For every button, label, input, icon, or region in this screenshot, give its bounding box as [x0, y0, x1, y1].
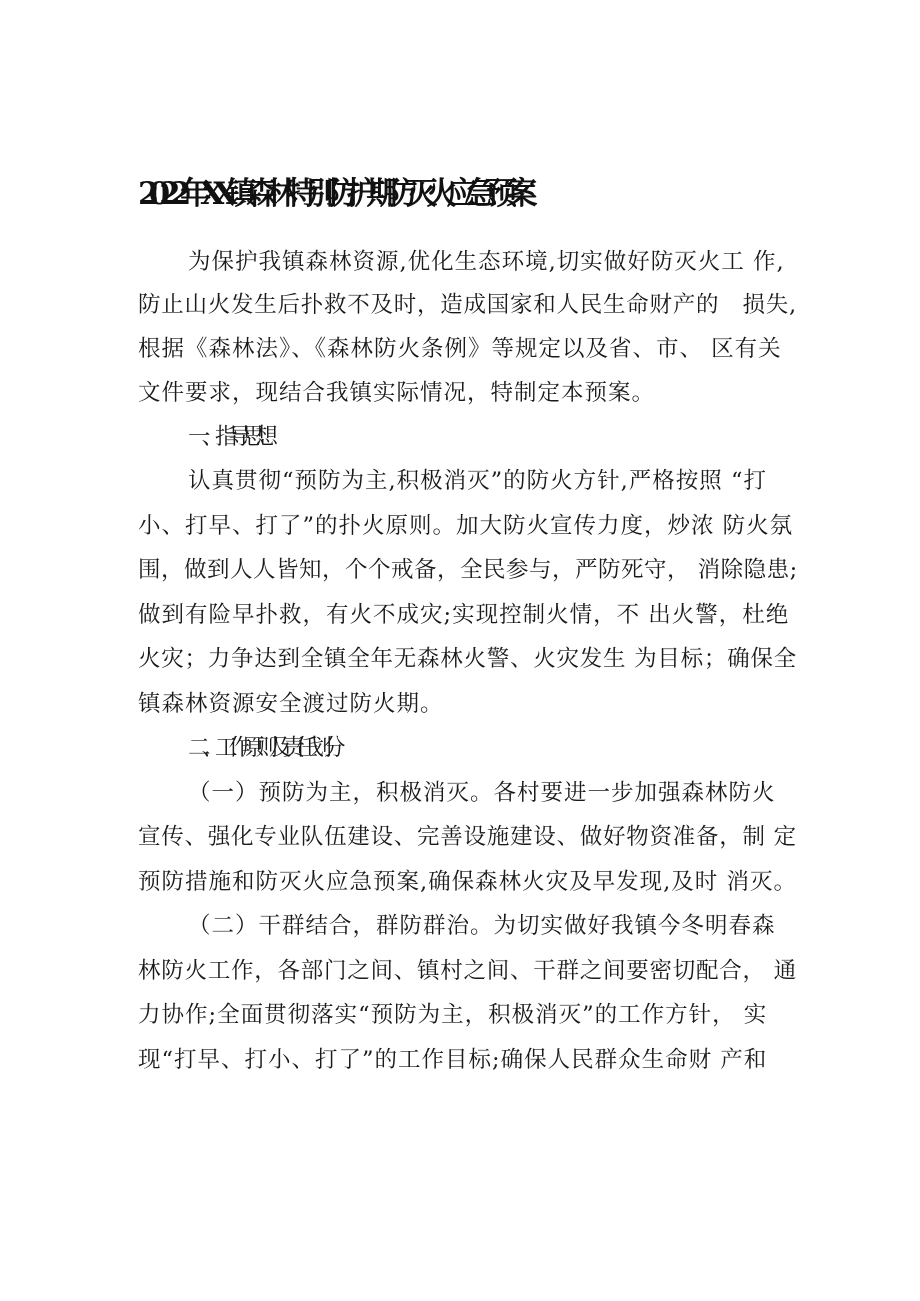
- document-title: 2022年XX镇森林特别防护期防灭火应急预案: [138, 176, 527, 212]
- guiding-line-6: 镇森林资源安全渡过防火期。: [138, 691, 444, 717]
- section-heading-principles: 二、工作原则及责任划分: [188, 735, 337, 761]
- intro-line-4: 文件要求，现结合我镇实际情况，特制定本预案。: [138, 380, 656, 406]
- intro-line-3: 根据《森林法》、《森林防火条例》等规定以及省、市、 区有关: [138, 336, 782, 362]
- guiding-line-3: 围，做到人人皆知，个个戒备，全民参与，严防死守， 消除隐患;: [138, 557, 798, 583]
- intro-line-1: 为保护我镇森林资源,优化生态环境,切实做好防灭火工 作,: [188, 249, 785, 275]
- guiding-line-4: 做到有险早扑救，有火不成灾;实现控制火情，不 出火警，杜绝: [138, 602, 790, 628]
- guiding-line-5: 火灾；力争达到全镇全年无森林火警、火灾发生 为目标；确保全: [138, 646, 797, 672]
- principle-1-line-2: 宣传、强化专业队伍建设、完善设施建设、做好物资准备，制 定: [138, 824, 797, 850]
- section-heading-guiding: 一、指导思想: [188, 424, 270, 450]
- intro-line-2: 防止山火发生后扑救不及时，造成国家和人民生命财产的 损失,: [138, 292, 797, 318]
- principle-1-line-3: 预防措施和防灭火应急预案,确保森林火灾及早发现,及时 消灭。: [138, 869, 797, 895]
- guiding-line-1: 认真贯彻“预防为主,积极消灭”的防火方针,严格按照 “打: [188, 468, 767, 494]
- principle-1-line-1: （一）预防为主，积极消灭。各村要进一步加强森林防火: [188, 780, 776, 806]
- principle-2-line-2: 林防火工作，各部门之间、镇村之间、干群之间要密切配合， 通: [138, 958, 797, 984]
- guiding-line-2: 小、打早、打了”的扑火原则。加大防火宣传力度，炒浓 防火氛: [138, 513, 794, 539]
- principle-2-line-1: （二）干群结合，群防群治。为切实做好我镇今冬明春森: [188, 913, 776, 939]
- principle-2-line-3: 力协作;全面贯彻落实“预防为主，积极消灭”的工作方针， 实: [138, 1002, 768, 1028]
- principle-2-line-4: 现“打早、打小、打了”的工作目标;确保人民群众生命财 产和: [138, 1047, 768, 1073]
